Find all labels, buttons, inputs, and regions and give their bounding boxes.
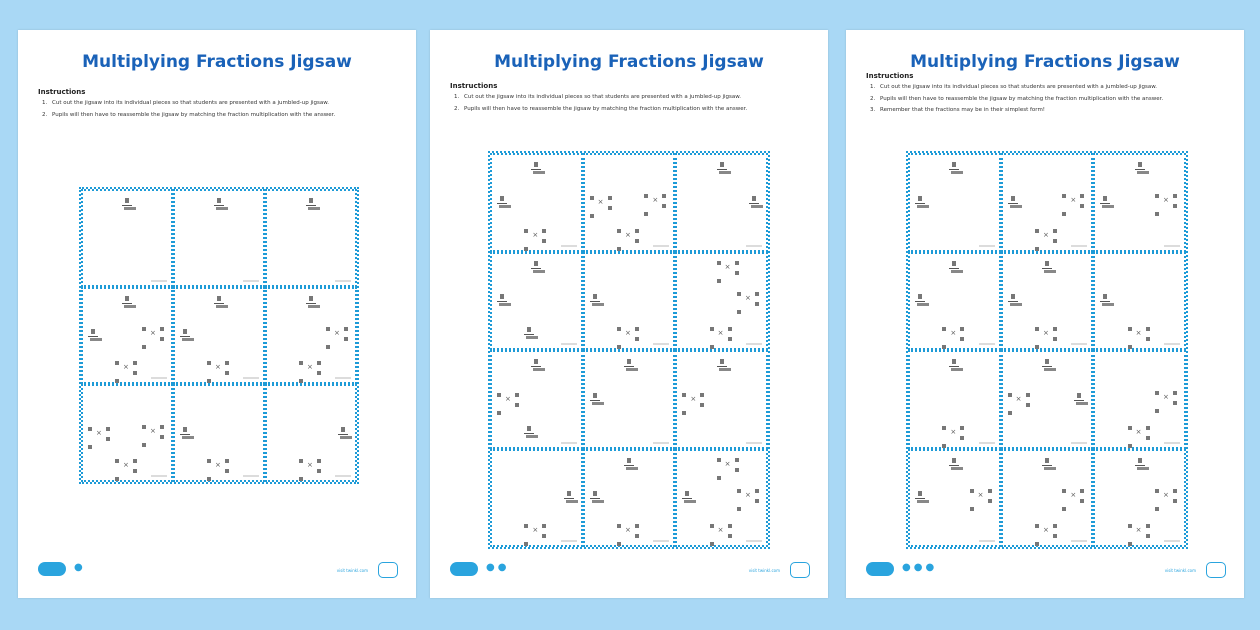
multiplication-expression: [1034, 523, 1060, 539]
instruction-item: 1. Cut out the jigsaw into its individual pieces so that students are presented with a jumbled-up jigsaw.: [454, 94, 741, 100]
multiplication-expression: [1061, 488, 1087, 504]
badge-icon: [790, 562, 810, 578]
jigsaw-piece: [173, 287, 265, 385]
multiplication-expression: [114, 458, 140, 474]
multiplication-expression: [1127, 523, 1153, 539]
multiplication-expression: [206, 360, 232, 376]
answer-fraction: [1041, 260, 1053, 276]
answer-fraction: [1134, 161, 1146, 177]
instruction-item: 2. Pupils will then have to reassemble the jigsaw by matching the fraction multiplication with the answer.: [454, 105, 748, 112]
instructions-heading: Instructions: [38, 88, 86, 96]
instructions-heading: Instructions: [450, 82, 498, 90]
answer-fraction: [530, 358, 542, 374]
jigsaw-grid: [488, 151, 770, 549]
jigsaw-piece: [583, 449, 676, 548]
answer-fraction: [530, 161, 542, 177]
answer-fraction: [179, 426, 191, 442]
jigsaw-piece: [1093, 449, 1186, 548]
multiplication-expression: [1154, 488, 1180, 504]
multiplication-expression: [141, 424, 167, 440]
jigsaw-piece: [265, 189, 357, 287]
worksheet-page-3: [846, 30, 1244, 598]
answer-fraction: [589, 293, 601, 309]
multiplication-expression: [1127, 425, 1153, 441]
answer-fraction: [1099, 195, 1111, 211]
multiplication-expression: [206, 458, 232, 474]
page-title: Multiplying Fractions Jigsaw: [910, 52, 1180, 72]
jigsaw-piece: [1093, 252, 1186, 351]
answer-fraction: [948, 260, 960, 276]
jigsaw-piece: [583, 252, 676, 351]
multiplication-expression: [298, 458, 324, 474]
answer-fraction: [1007, 195, 1019, 211]
answer-fraction: [716, 358, 728, 374]
answer-fraction: [530, 260, 542, 276]
answer-fraction: [748, 195, 760, 211]
answer-fraction: [179, 328, 191, 344]
jigsaw-piece: [173, 189, 265, 287]
answer-fraction: [213, 197, 225, 213]
answer-fraction: [1073, 392, 1085, 408]
multiplication-expression: [523, 523, 549, 539]
answer-fraction: [337, 426, 349, 442]
multiplication-expression: [325, 326, 351, 342]
page-title: Multiplying Fractions Jigsaw: [82, 52, 352, 72]
worksheet-page-2: [430, 30, 828, 598]
jigsaw-piece: [675, 350, 768, 449]
multiplication-expression: [114, 360, 140, 376]
jigsaw-piece: [1001, 350, 1094, 449]
answer-fraction: [1134, 457, 1146, 473]
answer-fraction: [948, 457, 960, 473]
jigsaw-piece: [265, 287, 357, 385]
page-indicator: ●: [74, 562, 86, 573]
multiplication-expression: [643, 193, 669, 209]
instructions-heading: Instructions: [866, 72, 914, 80]
multiplication-expression: [1061, 193, 1087, 209]
answer-fraction: [681, 490, 693, 506]
jigsaw-piece: [490, 350, 583, 449]
answer-fraction: [305, 295, 317, 311]
multiplication-expression: [716, 457, 742, 473]
answer-fraction: [948, 358, 960, 374]
multiplication-expression: [716, 260, 742, 276]
answer-fraction: [1041, 358, 1053, 374]
jigsaw-piece: [490, 153, 583, 252]
answer-fraction: [523, 326, 535, 342]
answer-fraction: [87, 328, 99, 344]
multiplication-expression: [1154, 390, 1180, 406]
multiplication-expression: [941, 425, 967, 441]
multiplication-expression: [616, 326, 642, 342]
multiplication-expression: [141, 326, 167, 342]
instruction-item: 1. Cut out the jigsaw into its individual pieces so that students are presented with a jumbled-up jigsaw.: [870, 84, 1157, 90]
answer-fraction: [623, 358, 635, 374]
answer-fraction: [305, 197, 317, 213]
jigsaw-piece: [583, 350, 676, 449]
answer-fraction: [496, 195, 508, 211]
page-indicator: ●●: [486, 562, 510, 573]
jigsaw-piece: [675, 153, 768, 252]
jigsaw-piece: [908, 350, 1001, 449]
answer-fraction: [948, 161, 960, 177]
instruction-item: 2. Pupils will then have to reassemble the jigsaw by matching the fraction multiplication with the answer.: [42, 111, 336, 118]
answer-fraction: [1041, 457, 1053, 473]
jigsaw-piece: [908, 252, 1001, 351]
answer-fraction: [589, 490, 601, 506]
multiplication-expression: [709, 523, 735, 539]
answer-fraction: [589, 392, 601, 408]
jigsaw-piece: [675, 252, 768, 351]
worksheet-page-1: [18, 30, 416, 598]
footer-url: visit twinkl.com: [748, 568, 780, 573]
jigsaw-piece: [908, 153, 1001, 252]
multiplication-expression: [736, 291, 762, 307]
instruction-item: 2. Pupils will then have to reassemble the jigsaw by matching the fraction multiplication with the answer.: [870, 95, 1164, 102]
answer-fraction: [623, 457, 635, 473]
multiplication-expression: [1127, 326, 1153, 342]
jigsaw-piece: [81, 384, 173, 482]
twinkl-logo: [866, 562, 894, 576]
answer-fraction: [496, 293, 508, 309]
twinkl-logo: [450, 562, 478, 576]
jigsaw-grid: [79, 187, 359, 484]
multiplication-expression: [616, 228, 642, 244]
multiplication-expression: [681, 392, 707, 408]
multiplication-expression: [941, 326, 967, 342]
jigsaw-piece: [1093, 153, 1186, 252]
footer-url: visit twinkl.com: [1164, 568, 1196, 573]
jigsaw-piece: [1093, 350, 1186, 449]
multiplication-expression: [496, 392, 522, 408]
answer-fraction: [716, 161, 728, 177]
jigsaw-grid: [906, 151, 1188, 549]
multiplication-expression: [616, 523, 642, 539]
jigsaw-piece: [81, 287, 173, 385]
jigsaw-piece: [583, 153, 676, 252]
multiplication-expression: [1007, 392, 1033, 408]
jigsaw-piece: [81, 189, 173, 287]
multiplication-expression: [1034, 228, 1060, 244]
badge-icon: [1206, 562, 1226, 578]
jigsaw-piece: [908, 449, 1001, 548]
instructions-list: [452, 94, 792, 117]
answer-fraction: [914, 293, 926, 309]
instruction-item: 1. Cut out the jigsaw into its individual pieces so that students are presented with a jumbled-up jigsaw.: [42, 100, 329, 106]
page-title: Multiplying Fractions Jigsaw: [494, 52, 764, 72]
multiplication-expression: [298, 360, 324, 376]
answer-fraction: [121, 295, 133, 311]
page-indicator: ●●●: [902, 562, 938, 573]
footer-url: visit twinkl.com: [336, 568, 368, 573]
jigsaw-piece: [173, 384, 265, 482]
answer-fraction: [563, 490, 575, 506]
multiplication-expression: [1034, 326, 1060, 342]
badge-icon: [378, 562, 398, 578]
multiplication-expression: [1154, 193, 1180, 209]
answer-fraction: [523, 425, 535, 441]
multiplication-expression: [589, 195, 615, 211]
jigsaw-piece: [1001, 449, 1094, 548]
multiplication-expression: [736, 488, 762, 504]
jigsaw-piece: [490, 252, 583, 351]
multiplication-expression: [523, 228, 549, 244]
instructions-list: [40, 100, 380, 123]
jigsaw-piece: [1001, 153, 1094, 252]
jigsaw-piece: [265, 384, 357, 482]
answer-fraction: [121, 197, 133, 213]
answer-fraction: [914, 490, 926, 506]
answer-fraction: [1007, 293, 1019, 309]
answer-fraction: [213, 295, 225, 311]
jigsaw-piece: [490, 449, 583, 548]
jigsaw-piece: [1001, 252, 1094, 351]
twinkl-logo: [38, 562, 66, 576]
answer-fraction: [1099, 293, 1111, 309]
instruction-item: 3. Remember that the fractions may be in their simplest form!: [870, 107, 1046, 113]
jigsaw-piece: [675, 449, 768, 548]
answer-fraction: [914, 195, 926, 211]
instructions-list: [868, 84, 1208, 119]
multiplication-expression: [87, 426, 113, 442]
multiplication-expression: [709, 326, 735, 342]
multiplication-expression: [969, 488, 995, 504]
